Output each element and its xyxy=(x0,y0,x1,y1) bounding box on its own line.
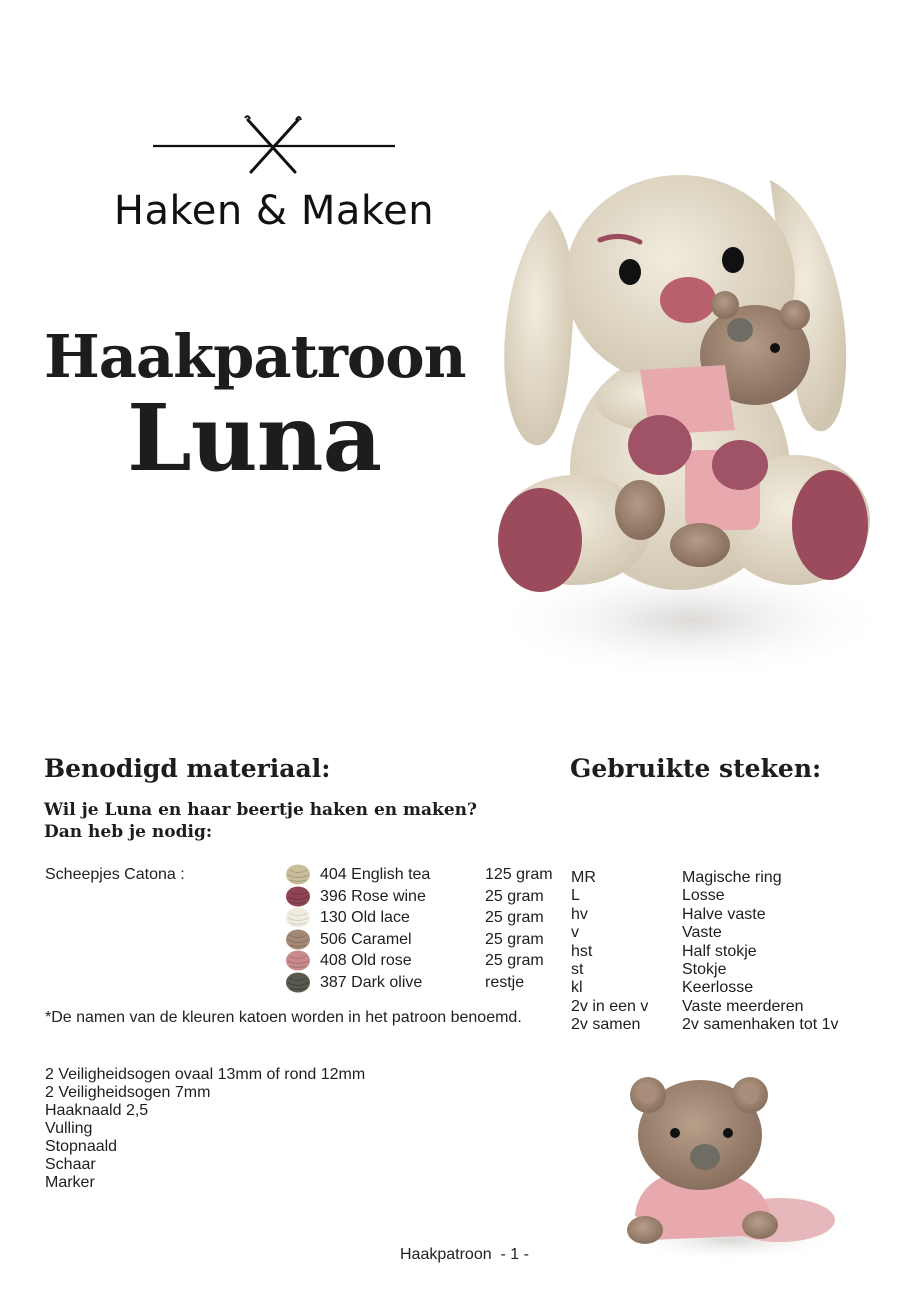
stitch-description: Magische ring xyxy=(682,869,782,886)
yarn-amount: 125 gram xyxy=(485,866,553,883)
yarn-amount: restje xyxy=(485,973,525,991)
stitch-abbreviation: L xyxy=(571,887,580,905)
yarn-ball-icon xyxy=(285,950,311,971)
stitch-abbreviation: 2v samen xyxy=(571,1016,641,1034)
stitches-heading: Gebruikte steken: xyxy=(570,754,822,783)
list-item: 2 Veiligheidsogen ovaal 13mm of rond 12mm xyxy=(45,1066,366,1083)
stitch-description: Vaste xyxy=(682,924,722,942)
pattern-title-line1: Haakpatroon xyxy=(44,322,466,391)
materials-subtitle-line2: Dan heb je nodig: xyxy=(44,822,213,842)
stitch-abbreviation: st xyxy=(571,960,584,978)
yarn-brand: Scheepjes Catona : xyxy=(45,866,185,883)
materials-heading: Benodigd materiaal: xyxy=(44,754,331,783)
stitch-abbreviation: hv xyxy=(571,905,588,923)
yarn-amount: 25 gram xyxy=(485,952,544,969)
list-item xyxy=(285,907,575,929)
list-item xyxy=(285,886,575,908)
supplies-list xyxy=(45,1066,365,1192)
crossed-crochet-hooks-icon xyxy=(150,110,400,190)
yarn-amount: 25 gram xyxy=(485,887,544,905)
stitch-description: Half stokje xyxy=(682,942,757,960)
list-item xyxy=(571,943,891,961)
list-item: Vulling xyxy=(45,1120,93,1137)
stitch-description: Keerlosse xyxy=(682,979,754,997)
list-item xyxy=(571,924,891,942)
pattern-title-line2: Luna xyxy=(127,384,382,492)
yarn-amount: 25 gram xyxy=(485,909,544,926)
list-item: 2 Veiligheidsogen 7mm xyxy=(45,1084,211,1101)
stitch-abbreviation: v xyxy=(571,924,579,942)
list-item xyxy=(285,950,575,972)
stitch-abbreviation: 2v in een v xyxy=(571,997,649,1015)
list-item xyxy=(571,998,891,1016)
list-item: Marker xyxy=(45,1174,95,1191)
list-item xyxy=(571,869,891,887)
list-item xyxy=(285,929,575,951)
stitches-list xyxy=(571,869,891,1035)
brand-name: Haken & Maken xyxy=(113,188,435,234)
bear-photo xyxy=(610,1065,840,1265)
list-item xyxy=(285,972,575,994)
list-item: Haaknaald 2,5 xyxy=(45,1102,149,1119)
yarn-ball-icon xyxy=(285,929,311,950)
list-item xyxy=(571,961,891,979)
stitch-abbreviation: kl xyxy=(571,979,583,997)
stitch-abbreviation: MR xyxy=(571,869,596,886)
stitch-description: Stokje xyxy=(682,960,727,978)
list-item xyxy=(571,887,891,905)
yarn-amount: 25 gram xyxy=(485,930,544,948)
yarn-list xyxy=(285,864,575,993)
list-item xyxy=(571,1016,891,1034)
stitch-description: 2v samenhaken tot 1v xyxy=(682,1016,839,1034)
list-item xyxy=(571,979,891,997)
list-item: Schaar xyxy=(45,1156,96,1173)
yarn-name: 396 Rose wine xyxy=(320,887,426,905)
yarn-name: 387 Dark olive xyxy=(320,973,423,991)
stitch-description: Vaste meerderen xyxy=(682,997,804,1015)
yarn-ball-icon xyxy=(285,907,311,928)
yarn-ball-icon xyxy=(285,864,311,885)
yarn-name: 408 Old rose xyxy=(320,952,412,969)
list-item xyxy=(571,906,891,924)
list-item xyxy=(285,864,575,886)
yarn-name: 506 Caramel xyxy=(320,930,412,948)
stitch-abbreviation: hst xyxy=(571,942,593,960)
yarn-ball-icon xyxy=(285,972,311,993)
stitch-description: Losse xyxy=(682,887,725,905)
bunny-photo xyxy=(480,100,880,690)
stitch-description: Halve vaste xyxy=(682,905,766,923)
brand-logo xyxy=(113,110,435,240)
yarn-name: 130 Old lace xyxy=(320,909,410,926)
yarn-ball-icon xyxy=(285,886,311,907)
page-footer: Haakpatroon - 1 - xyxy=(400,1246,529,1263)
color-note: *De namen van de kleuren katoen worden in het patroon benoemd. xyxy=(45,1009,522,1026)
yarn-name: 404 English tea xyxy=(320,866,431,883)
materials-subtitle-line1: Wil je Luna en haar beertje haken en maken? xyxy=(44,800,477,820)
list-item: Stopnaald xyxy=(45,1138,118,1155)
